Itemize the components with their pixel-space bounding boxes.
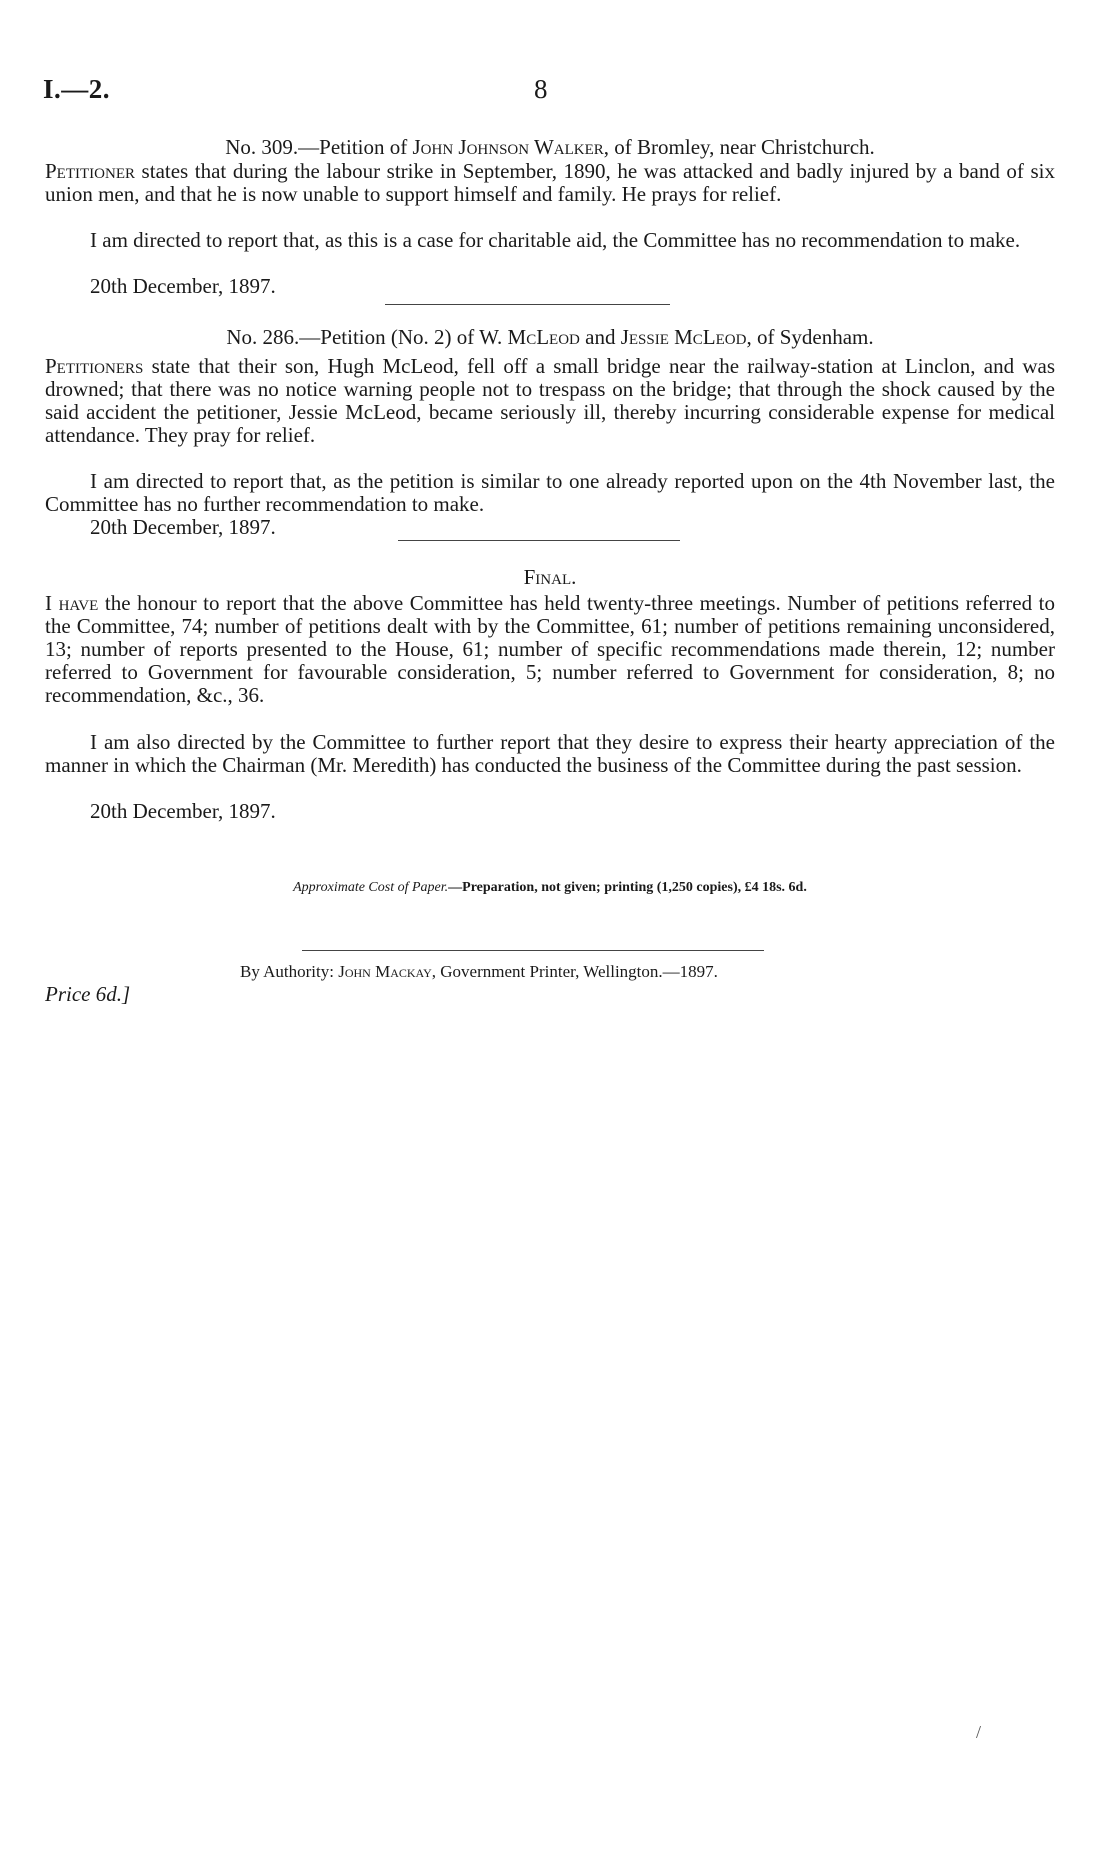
final-heading: Final. [523, 565, 577, 589]
cost-of-paper: Approximate Cost of Paper.—Preparation, not given; printing (1,250 copies), £4 18s. 6d. [293, 880, 807, 895]
page-number: 8 [534, 74, 548, 104]
petition-309-title: No. 309.—Petition of John Johnson Walker, of Bromley, near Christchurch. [225, 135, 875, 159]
petition-309-report: I am directed to report that, as this is a case for charitable aid, the Committee has no recommendation to make. [90, 228, 1021, 252]
authority-line: By Authority: John Mackay, Government Printer, Wellington.—1897. [240, 962, 718, 981]
final-summary: I have the honour to report that the above Committee has held twenty-three meetings. Number of petitions referred to the Committee, 74; number of petitions dealt with by the Committee, 61; number of petitions remaining unconsidered, 13; number of reports presented to the House, 61; number of specific recommendations made therein, 12; number referred to Government for favourable consideration, 5; number referred to Government for consideration, 8; no recommendation, &c., 36. [45, 591, 1055, 707]
petition-309-statement: Petitioner states that during the labour strike in September, 1890, he was attacked and badly injured by a band of six union men, and that he is now unable to support himself and family. He prays for relief. [45, 159, 1055, 206]
petition-286-statement: Petitioners state that their son, Hugh McLeod, fell off a small bridge near the railway-station at Linclon, and was drowned; that there was no notice warning people not to trespass on the bridge; that through the shock caused by the said accident the petitioner, Jessie McLeod, became seriously ill, thereby incurring considerable expense for medical attendance. They pray for relief. [45, 354, 1055, 447]
petition-309-date: 20th December, 1897. [90, 274, 276, 298]
petition-286-title: No. 286.—Petition (No. 2) of W. McLeod and Jessie McLeod, of Sydenham. [226, 325, 874, 349]
section-divider [398, 540, 680, 541]
footer-rule [302, 950, 764, 951]
petitioner-name: John Johnson Walker [412, 135, 604, 159]
final-appreciation: I am also directed by the Committee to further report that they desire to express their hearty appreciation of the manner in which the Chairman (Mr. Meredith) has conducted the business of the Committee during the past session. [45, 730, 1055, 777]
margin-mark: / [976, 1722, 982, 1742]
final-date: 20th December, 1897. [90, 799, 276, 823]
price: Price 6d.] [45, 982, 131, 1006]
paper-id: I.—2. [43, 74, 111, 104]
section-divider [385, 304, 670, 305]
petition-286-report: I am directed to report that, as the petition is similar to one already reported upon on the 4th November last, the Committee has no further recommendation to make. [45, 469, 1055, 516]
petition-286-date: 20th December, 1897. [90, 515, 276, 539]
